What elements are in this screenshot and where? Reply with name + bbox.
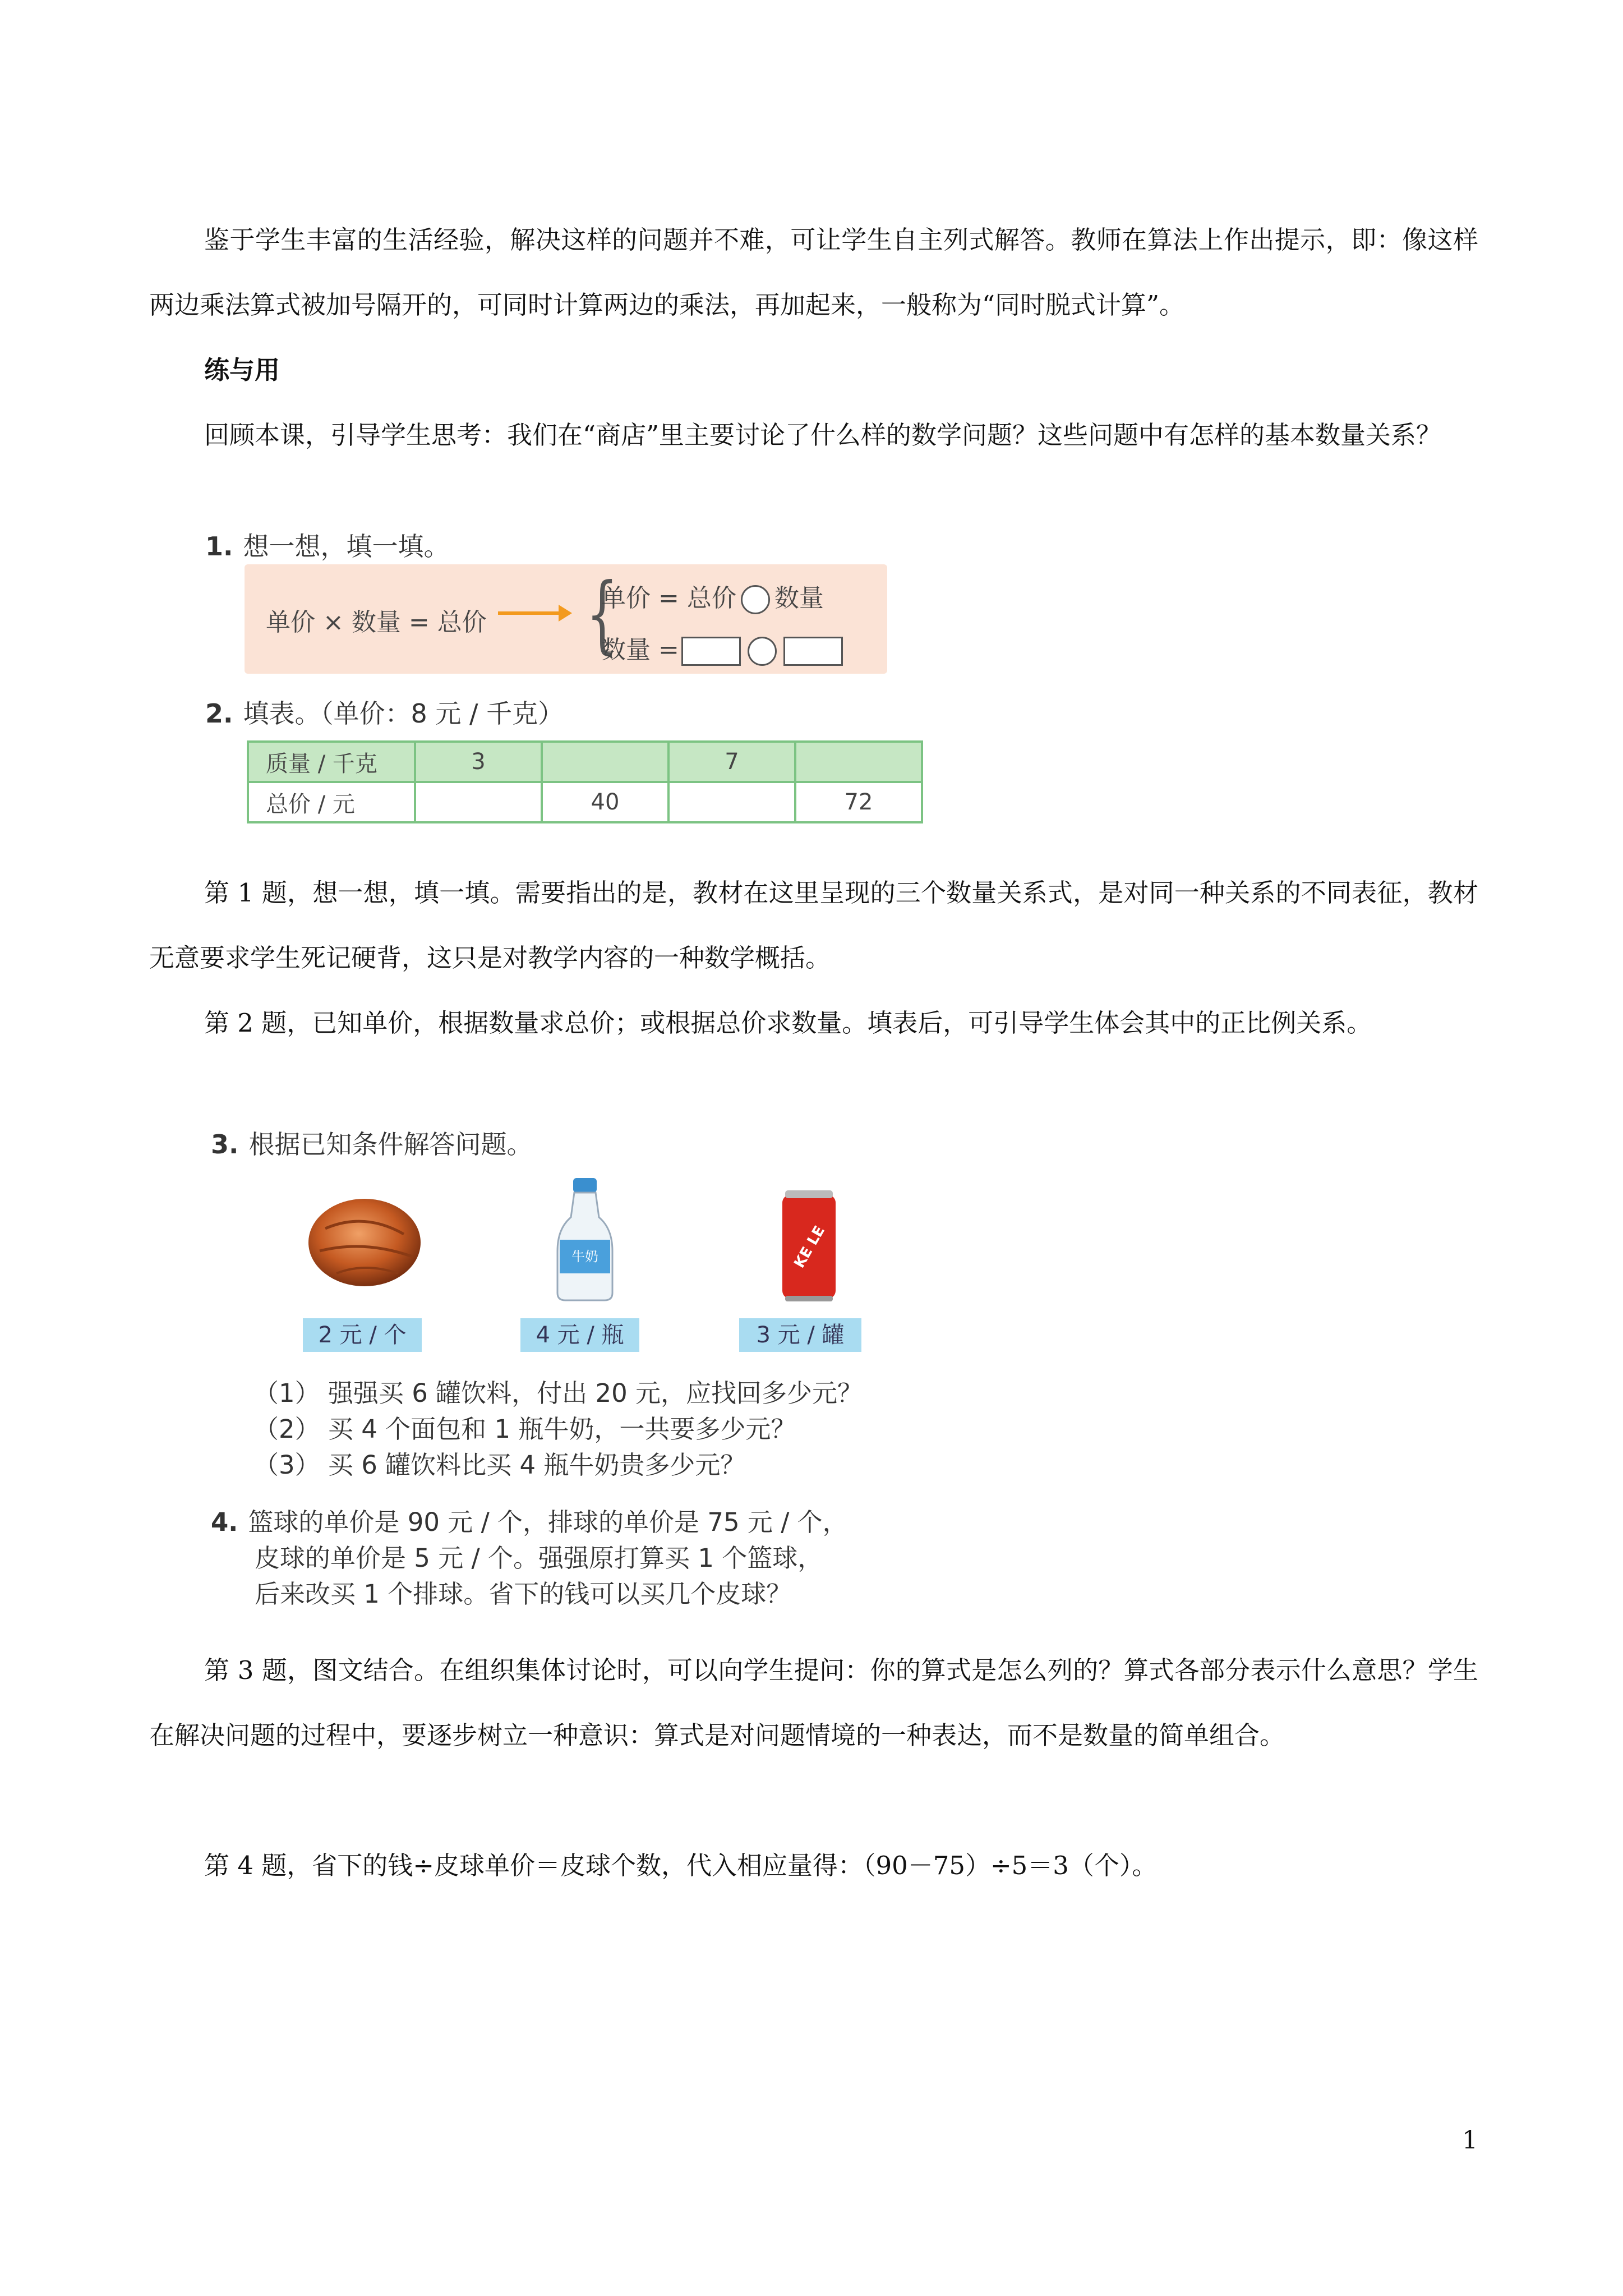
section-heading: 练与用 xyxy=(204,355,280,385)
price-tag-milk: 4 元 / 瓶 xyxy=(520,1318,639,1352)
paragraph-intro: 鉴于学生丰富的生活经验，解决这样的问题并不难，可让学生自主列式解答。教师在算法上作出提示，即：像这样两边乘法算式被加号隔开的，可同时计算两边的乘法，再加起来，一般称为“同时脱式计算”。 xyxy=(149,225,1478,320)
question-2-number: 2. xyxy=(205,698,233,729)
question-4-number: 4. xyxy=(211,1507,238,1537)
operator-blank-circle[interactable] xyxy=(748,637,777,666)
formula-line2-left: 数量 = xyxy=(601,636,679,664)
table-row-header: 质量 / 千克 xyxy=(248,742,415,782)
paragraph-q2-notes: 第 2 题，已知单价，根据数量求总价；或根据总价求数量。填表后，可引导学生体会其中的正比例关系。 xyxy=(204,1008,1372,1038)
table-cell: 3 xyxy=(415,742,542,782)
question-4-line: 后来改买 1 个排球。省下的钱可以买几个皮球？ xyxy=(255,1579,792,1609)
question-3-item: （2） 买 4 个面包和 1 瓶牛奶，一共要多少元？ xyxy=(253,1414,796,1444)
table-row-header: 总价 / 元 xyxy=(248,782,415,822)
bread-icon xyxy=(303,1189,426,1290)
question-1-number: 1. xyxy=(205,531,233,562)
table-cell[interactable] xyxy=(668,782,795,822)
table-cell: 7 xyxy=(668,742,795,782)
table-cell[interactable] xyxy=(542,742,668,782)
price-tag-cola: 3 元 / 罐 xyxy=(739,1318,861,1352)
blank-box[interactable] xyxy=(681,637,741,666)
table-row xyxy=(248,782,922,822)
formula-line-unit-price xyxy=(601,578,824,614)
question-4-line xyxy=(211,1504,848,1540)
cola-can-icon xyxy=(780,1190,838,1303)
question-3-item: （3） 买 6 罐饮料比买 4 瓶牛奶贵多少元？ xyxy=(253,1450,746,1480)
arrow-head-icon xyxy=(559,605,572,622)
question-2-text: 填表。（单价：8 元 / 千克） xyxy=(243,698,564,729)
arrow-right-icon xyxy=(498,611,561,615)
question-4 xyxy=(211,1504,848,1612)
question-3-text: 根据已知条件解答问题。 xyxy=(248,1129,533,1159)
table-cell[interactable] xyxy=(795,742,922,782)
formula-line1-left: 单价 = 总价 xyxy=(601,584,736,613)
operator-blank-circle[interactable] xyxy=(741,585,770,614)
formula-text: 单价 × 数量 = 总价 xyxy=(266,608,487,637)
table-cell: 40 xyxy=(542,782,668,822)
question-4-text: 篮球的单价是 90 元 / 个，排球的单价是 75 元 / 个， xyxy=(248,1507,848,1537)
question-4-line: 皮球的单价是 5 元 / 个。强强原打算买 1 个篮球， xyxy=(255,1543,823,1573)
paragraph-review: 回顾本课，引导学生思考：我们在“商店”里主要讨论了什么样的数学问题？这些问题中有怎样的基本数量关系？ xyxy=(204,420,1442,450)
brace-icon: { xyxy=(586,565,619,663)
table-cell: 72 xyxy=(795,782,922,822)
table-row xyxy=(248,742,922,782)
blank-box[interactable] xyxy=(783,637,843,666)
paragraph-q3-notes: 第 3 题，图文结合。在组织集体讨论时，可以向学生提问：你的算式是怎么列的？算式各部分表示什么意思？学生在解决问题的过程中，要逐步树立一种意识：算式是对问题情境的一种表达，而不是数量的简单组合。 xyxy=(149,1655,1478,1750)
table-cell[interactable] xyxy=(415,782,542,822)
price-table xyxy=(247,740,923,823)
question-3-item: （1） 强强买 6 罐饮料，付出 20 元，应找回多少元？ xyxy=(253,1378,863,1408)
question-1-title xyxy=(205,526,449,563)
formula-line1-right: 数量 xyxy=(774,584,824,613)
paragraph-q4-notes: 第 4 题，省下的钱÷皮球单价＝皮球个数，代入相应量得：（90－75）÷5＝3（个）。 xyxy=(204,1851,1158,1880)
question-3-number: 3. xyxy=(211,1129,239,1159)
can-label: KE LE xyxy=(791,1223,829,1271)
formula-line-quantity xyxy=(601,629,845,666)
formula-box xyxy=(245,564,887,674)
question-2-title xyxy=(205,693,564,730)
milk-label: 牛奶 xyxy=(571,1249,598,1264)
question-3-items xyxy=(253,1375,863,1483)
milk-bottle-icon xyxy=(554,1178,616,1301)
question-3-title xyxy=(211,1124,532,1161)
price-tag-bread: 2 元 / 个 xyxy=(303,1318,422,1352)
paragraph-q1-notes: 第 1 题，想一想，填一填。需要指出的是，教材在这里呈现的三个数量关系式，是对同一种关系的不同表征，教材无意要求学生死记硬背，这只是对教学内容的一种数学概括。 xyxy=(149,878,1478,973)
question-1-text: 想一想，填一填。 xyxy=(243,531,450,562)
page-number: 1 xyxy=(1462,2126,1478,2155)
